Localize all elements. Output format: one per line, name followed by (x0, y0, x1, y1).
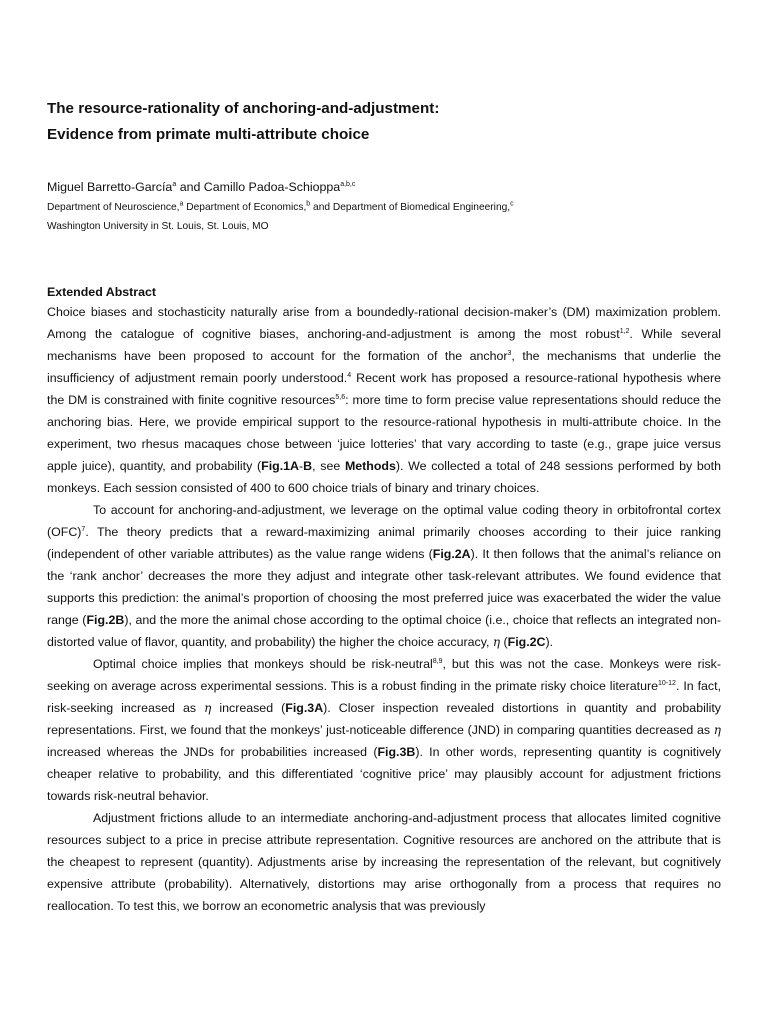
figure-ref: Fig.3A (285, 701, 324, 715)
affiliation-marker: a,b,c (340, 180, 356, 188)
affiliation-location: Washington University in St. Louis, St. Louis, MO (47, 221, 269, 232)
title-line-1: The resource-rationality of anchoring-and-adjustment: (47, 100, 440, 117)
paragraph-4: Adjustment frictions allude to an intermediate anchoring-and-adjustment process that allocates limited cognitive resources subject to a price in precise attribute representation. Cognitive resources are anchored on the attribute that is the cheapest to represent (quantity). Adjustments arise by increasing the representation of the relevant, but cognitively expensive attribute (probability). Alternatively, distortions may arise orthogonally from a process that requires no reallocation. To test this, we borrow an econometric analysis that was previously (47, 811, 721, 913)
title-line-2: Evidence from primate multi-attribute choice (47, 126, 370, 143)
citation: 4 (347, 371, 352, 379)
figure-ref: B (303, 459, 313, 473)
methods-ref: Methods (344, 459, 396, 473)
author-name: and Camillo Padoa-Schioppa (176, 180, 341, 194)
author-name: Miguel Barretto-García (47, 180, 173, 194)
eta-symbol: η (204, 701, 212, 715)
section-heading: Extended Abstract (47, 285, 157, 299)
citation: 8,9 (432, 657, 443, 665)
citation: 3 (507, 349, 512, 357)
eta-symbol: η (713, 723, 721, 737)
figure-ref: Fig.2C (507, 635, 546, 649)
citation: 1,2 (619, 327, 630, 335)
figure-ref: Fig.3B (377, 745, 416, 759)
figure-ref: Fig.2B (86, 613, 125, 627)
paragraph-3: Optimal choice implies that monkeys should be risk-neutral$^{8,9}$, but this was not the case. Monkeys were risk-seeking on average across experimental sessions. This is a robust finding in the primate risky choice literature$^{10-12}$. In fact, risk-seeking increased as η increased (Fig.3A). Closer inspection revealed distortions in quantity and probability representations. First, we found that the monkeys’ just-noticeable difference (JND) in comparing quantities decreased as η increased whereas the JNDs for probabilities increased (Fig.3B). In other words, representing quantity is cognitively cheaper relative to probability, and this differentiated ‘cognitive price’ may plausibly account for adjustment frictions towards risk-neutral behavior. (47, 657, 722, 803)
figure-ref: Fig.2A (432, 547, 471, 561)
citation: 5,6 (335, 393, 346, 401)
citation: 7 (81, 525, 86, 533)
abstract-body (47, 301, 721, 917)
author-list (47, 178, 355, 196)
citation: 10-12 (658, 679, 676, 687)
paper-title (47, 96, 439, 148)
paragraph-1: Choice biases and stochasticity naturally arise from a boundedly-rational decision-maker’s (DM) maximization problem. Among the catalogue of cognitive biases, anchoring-and-adjustment is among the most robust$^{1,2}$. While several mechanisms have been proposed to account for the formation of the anchor$^3$, the mechanisms that underlie the insufficiency of adjustment remain poorly understood.$^4$ Recent work has proposed a resource-rational hypothesis where the DM is constrained with finite cognitive resources$^{5,6}$: more time to form precise value representations should reduce the anchoring bias. Here, we provide empirical support to the resource-rational hypothesis in multi-attribute choice. In the experiment, two rhesus macaques chose between ‘juice lotteries’ that vary according to taste (e.g., grape juice versus apple juice), quantity, and probability (Fig.1A-B, see Methods). We collected a total of 248 sessions performed by both monkeys. Each session consisted of 400 to 600 choice trials of binary and trinary choices. (47, 305, 722, 495)
eta-symbol: η (492, 635, 501, 649)
paragraph-2: To account for anchoring-and-adjustment, we leverage on the optimal value coding theory in orbitofrontal cortex (OFC)$^7$. The theory predicts that a reward-maximizing animal primarily chooses according to their juice ranking (independent of other variable attributes) as the value range widens (Fig.2A). It then follows that the animal’s reliance on the ‘rank anchor’ decreases the more they adjust and integrate other task-relevant attributes. We found evidence that supports this prediction: the animal’s proportion of choosing the most preferred juice was exacerbated the wider the value range (Fig.2B), and the more the animal chose according to the optimal choice (i.e., choice that reflects an integrated non-distorted value of flavor, quantity, and probability) the higher the choice accuracy, η (Fig.2C). (47, 503, 721, 649)
figure-ref: Fig.1A (261, 459, 299, 473)
affiliation-marker: a (172, 180, 177, 188)
affiliation-departments: Department of Neuroscience,$^a$ Department of Economics,$^b$ and Department of Biomedical Engineering,$^c$ (47, 200, 514, 213)
